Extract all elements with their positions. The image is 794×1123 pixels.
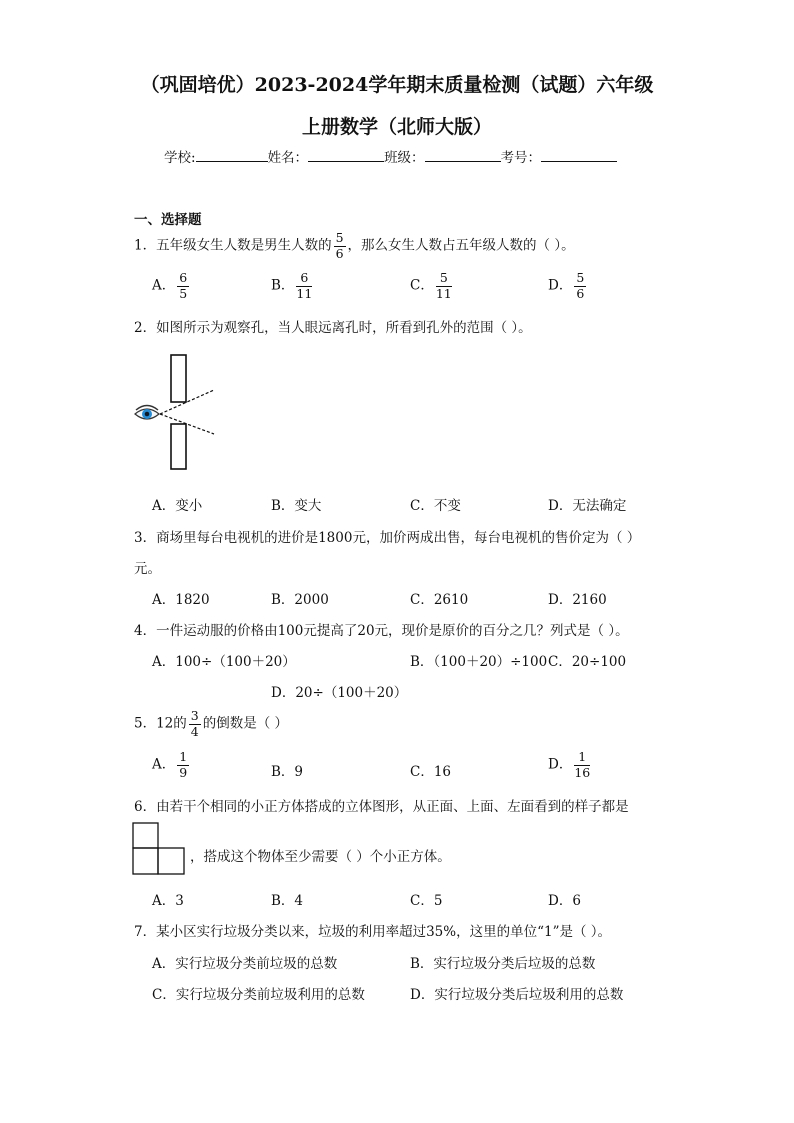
exam-no-label: 考号： xyxy=(500,150,542,166)
q4-option-c[interactable]: C．20÷100 xyxy=(548,654,627,670)
question-6-stem: 6．由若干个相同的小正方体搭成的立体图形，从正面、上面、左面看到的样子都是 xyxy=(134,799,629,815)
q3-option-c[interactable]: C．2610 xyxy=(410,592,469,608)
q3-option-b[interactable]: B．2000 xyxy=(271,592,329,608)
q5-option-b[interactable]: B．9 xyxy=(271,764,304,780)
question-1-stem: 1．五年级女生人数是男生人数的 $\frac{5}{6}$ ，那么女生人数占五年级人数的（ ）。 xyxy=(134,230,575,261)
q3-option-d[interactable]: D．2160 xyxy=(548,592,607,608)
q3-option-a[interactable]: A．1820 xyxy=(152,592,210,608)
question-4-stem: 4．一件运动服的价格由100元提高了20元，现价是原价的百分之几？列式是（ ）。 xyxy=(134,623,629,639)
q5-option-a[interactable]: A． $\frac{1}{9}$ xyxy=(152,749,188,780)
fraction: $\frac{3}{4}$ xyxy=(190,708,199,739)
name-blank[interactable] xyxy=(308,161,384,162)
q2-option-a[interactable]: A．变小 xyxy=(152,498,203,514)
fraction: $\frac{5}{6}$ xyxy=(335,230,344,261)
q2-option-b[interactable]: B．变大 xyxy=(271,498,322,514)
cube-view-figure xyxy=(132,822,188,878)
page-title-line2: 上册数学（北师大版） xyxy=(301,116,492,138)
q1-option-c[interactable]: C． $\frac{5}{11}$ xyxy=(410,270,452,301)
observation-hole-figure xyxy=(132,350,222,474)
info-fields xyxy=(164,146,617,166)
question-3-stem-line2: 元。 xyxy=(134,561,161,577)
q2-option-c[interactable]: C．不变 xyxy=(410,498,461,514)
question-7-stem: 7．某小区实行垃圾分类以来，垃圾的利用率超过35%，这里的单位“1”是（ ）。 xyxy=(134,924,612,940)
lower-wall xyxy=(171,424,186,469)
exam-no-blank[interactable] xyxy=(541,161,617,162)
q5-option-c[interactable]: C．16 xyxy=(410,764,452,780)
q1-option-b[interactable]: B． $\frac{6}{11}$ xyxy=(271,270,313,301)
eye-icon xyxy=(135,406,159,420)
q7-option-b[interactable]: B．实行垃圾分类后垃圾的总数 xyxy=(410,956,596,972)
q4-option-d[interactable]: D．20÷（100＋20） xyxy=(271,685,408,701)
question-5-stem: 5．12的 $\frac{3}{4}$ 的倒数是（ ） xyxy=(134,708,289,739)
name-label: 姓名： xyxy=(267,150,309,166)
school-blank[interactable] xyxy=(196,161,268,162)
class-label: 班级： xyxy=(384,150,425,166)
question-3-stem-line1: 3．商场里每台电视机的进价是1800元，加价两成出售，每台电视机的售价定为（ ） xyxy=(134,530,641,546)
q2-option-d[interactable]: D．无法确定 xyxy=(548,498,627,514)
q5-option-d[interactable]: D． $\frac{1}{16}$ xyxy=(548,749,591,780)
q7-option-c[interactable]: C．实行垃圾分类前垃圾利用的总数 xyxy=(152,987,365,1003)
q6-option-d[interactable]: D．6 xyxy=(548,893,581,909)
sight-line-upper xyxy=(160,390,214,414)
q1-option-d[interactable]: D． $\frac{5}{6}$ xyxy=(548,270,585,301)
q6-option-c[interactable]: C．5 xyxy=(410,893,443,909)
q4-option-b[interactable]: B．（100＋20）÷100 xyxy=(410,654,548,670)
class-blank[interactable] xyxy=(425,161,501,162)
sight-line-lower xyxy=(160,414,214,434)
section-heading: 一、选择题 xyxy=(134,212,202,228)
upper-wall xyxy=(171,355,186,402)
question-2-stem: 2．如图所示为观察孔，当人眼远离孔时，所看到孔外的范围（ ）。 xyxy=(134,320,532,336)
q7-option-a[interactable]: A．实行垃圾分类前垃圾的总数 xyxy=(152,956,338,972)
q4-option-a[interactable]: A．100÷（100＋20） xyxy=(152,654,296,670)
school-label: 学校: xyxy=(164,150,196,166)
q1-option-a[interactable]: A． $\frac{6}{5}$ xyxy=(152,270,188,301)
q6-option-a[interactable]: A．3 xyxy=(152,893,184,909)
page-title-line1: （巩固培优）2023-2024学年期末质量检测（试题）六年级 xyxy=(140,74,654,96)
q7-option-d[interactable]: D．实行垃圾分类后垃圾利用的总数 xyxy=(410,987,624,1003)
question-6-stem-after-figure: ，搭成这个物体至少需要（ ）个小正方体。 xyxy=(190,849,451,865)
q6-option-b[interactable]: B．4 xyxy=(271,893,304,909)
